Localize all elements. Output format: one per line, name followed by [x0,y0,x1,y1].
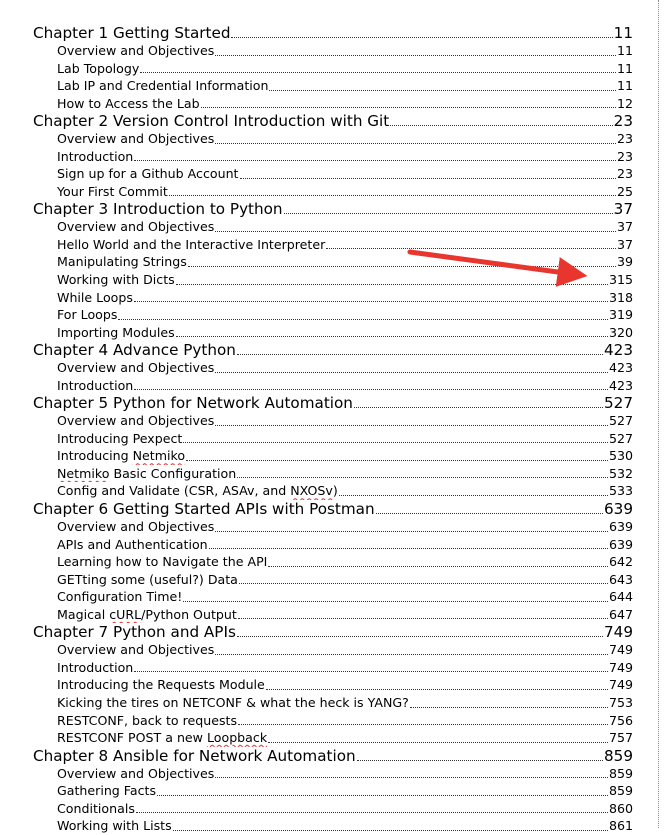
toc-dot-leader [215,143,616,144]
toc-section-entry[interactable] [33,412,633,430]
toc-entry-title: Your First Commit [57,183,168,199]
toc-page-number: 423 [608,360,633,376]
toc-page-number: 749 [608,677,633,693]
toc-dot-leader [237,636,603,637]
toc-page-number: 644 [608,589,633,605]
toc-page-number: 753 [608,694,633,710]
table-of-contents [33,24,633,835]
toc-section-entry[interactable] [33,536,633,554]
toc-page-number: 527 [604,394,633,413]
toc-dot-leader [268,742,608,743]
toc-entry-title: Chapter 6 Getting Started APIs with Postman [33,500,375,519]
toc-section-entry[interactable] [33,218,633,236]
toc-page-number: 11 [613,24,633,42]
toc-page-number: 23 [616,131,633,147]
toc-page-number: 11 [616,43,633,58]
toc-page-number: 318 [608,289,633,305]
toc-page-number: 860 [608,800,633,816]
toc-entry-title: Overview and Objectives [57,642,215,658]
toc-entry-title: GETting some (useful?) Data [57,571,238,587]
toc-section-entry[interactable] [33,271,633,289]
toc-entry-title: Hello World and the Interactive Interpreter [57,236,326,252]
toc-section-entry[interactable] [33,782,633,800]
toc-dot-leader [215,372,608,373]
toc-section-entry[interactable] [33,518,633,536]
toc-section-entry[interactable] [33,148,633,166]
toc-chapter-entry[interactable] [33,24,633,42]
toc-dot-leader [215,231,616,232]
toc-dot-leader [238,618,608,619]
toc-dot-leader [240,178,616,179]
toc-entry-title: Configuration Time! [57,589,183,605]
toc-section-entry[interactable] [33,236,633,254]
toc-entry-title: Overview and Objectives [57,765,215,781]
toc-dot-leader [134,301,608,302]
toc-page-number: 527 [608,430,633,446]
toc-chapter-entry[interactable] [33,623,633,641]
toc-section-entry[interactable] [33,324,633,342]
toc-section-entry[interactable] [33,817,633,835]
toc-dot-leader [118,319,608,320]
toc-page-number: 319 [608,307,633,323]
toc-page-number: 749 [608,659,633,675]
toc-entry-title: APIs and Authentication [57,536,208,552]
toc-dot-leader [268,566,608,567]
toc-entry-title: For Loops [57,307,118,323]
toc-page-number: 749 [608,642,633,658]
toc-section-entry[interactable] [33,447,633,465]
toc-entry-title: Chapter 2 Version Control Introduction with Git [33,112,390,131]
toc-dot-leader [339,495,608,496]
toc-entry-title: While Loops [57,289,133,305]
toc-page-number: 315 [608,272,633,288]
toc-section-entry[interactable] [33,130,633,148]
toc-chapter-entry[interactable] [33,112,633,130]
toc-page-number: 532 [608,465,633,481]
toc-section-entry[interactable] [33,253,633,271]
toc-entry-title: Introduction [57,659,134,675]
toc-dot-leader [269,90,616,91]
toc-entry-title: Chapter 8 Ansible for Network Automation [33,746,356,765]
toc-dot-leader [215,55,616,56]
toc-dot-leader [390,125,612,126]
toc-entry-title: Introducing Netmiko [57,448,186,464]
toc-page-number: 642 [608,554,633,570]
toc-chapter-entry[interactable] [33,341,633,359]
toc-dot-leader [186,460,608,461]
toc-dot-leader [215,425,608,426]
toc-page-number: 861 [608,818,633,834]
toc-dot-leader [183,601,608,602]
toc-dot-leader [238,724,608,725]
toc-section-entry[interactable] [33,553,633,571]
toc-page-number: 11 [616,78,633,94]
toc-entry-title: Chapter 5 Python for Network Automation [33,394,353,413]
toc-dot-leader [215,777,608,778]
toc-dot-leader [169,195,616,196]
toc-dot-leader [237,477,608,478]
toc-dot-leader [284,213,613,214]
toc-page-number: 11 [616,60,633,76]
toc-dot-leader [136,812,608,813]
toc-dot-leader [134,671,608,672]
toc-dot-leader [376,513,603,514]
toc-entry-title: Kicking the tires on NETCONF & what the heck is YANG? [57,694,409,710]
toc-page-number: 320 [608,324,633,340]
toc-entry-title: Working with Dicts [57,272,175,288]
toc-entry-title: Working with Lists [57,818,172,834]
toc-section-entry[interactable] [33,694,633,712]
toc-dot-leader [201,107,616,108]
toc-entry-title: Introduction [57,377,134,393]
toc-section-entry[interactable] [33,800,633,818]
toc-entry-title: Chapter 1 Getting Started [33,24,231,42]
toc-section-entry[interactable] [33,377,633,395]
toc-entry-title: Gathering Facts [57,783,157,799]
toc-entry-title: Lab Topology [57,60,140,76]
toc-entry-title: Importing Modules [57,324,175,340]
toc-entry-title: How to Access the Lab [57,95,200,111]
toc-section-entry[interactable] [33,183,633,201]
toc-entry-title: Chapter 3 Introduction to Python [33,200,283,219]
toc-dot-leader [134,160,616,161]
toc-chapter-entry[interactable] [33,747,633,765]
toc-page-number: 639 [604,500,633,519]
toc-entry-title: Magical cURL/Python Output [57,606,237,622]
toc-dot-leader [157,795,608,796]
toc-dot-leader [183,442,608,443]
toc-entry-title: Learning how to Navigate the API [57,554,268,570]
toc-dot-leader [215,531,608,532]
toc-dot-leader [215,654,608,655]
toc-dot-leader [357,760,603,761]
toc-dot-leader [239,583,608,584]
toc-chapter-entry[interactable] [33,200,633,218]
toc-dot-leader [140,72,616,73]
toc-entry-title: Overview and Objectives [57,219,215,235]
toc-entry-title: Overview and Objectives [57,131,215,147]
toc-page-number: 749 [604,623,633,642]
toc-section-entry[interactable] [33,95,633,113]
toc-dot-leader [176,284,608,285]
toc-dot-leader [209,548,608,549]
toc-page-number: 37 [616,219,633,235]
toc-entry-title: Manipulating Strings [57,254,187,270]
toc-page-number: 533 [608,483,633,499]
toc-page-number: 643 [608,571,633,587]
toc-section-entry[interactable] [33,430,633,448]
toc-page-number: 757 [608,730,633,746]
toc-section-entry[interactable] [33,465,633,483]
toc-page-number: 527 [608,413,633,429]
toc-dot-leader [237,354,603,355]
toc-dot-leader [326,248,616,249]
toc-page-number: 423 [604,341,633,360]
toc-entry-title: Lab IP and Credential Information [57,78,269,94]
toc-page-number: 23 [613,112,633,131]
toc-section-entry[interactable] [33,676,633,694]
toc-section-entry[interactable] [33,606,633,624]
toc-entry-title: RESTCONF POST a new Loopback [57,730,268,746]
toc-entry-title: Chapter 4 Advance Python [33,341,236,360]
toc-section-entry[interactable] [33,712,633,730]
toc-entry-title: Introducing Pexpect [57,430,183,446]
toc-entry-title: Conditionals [57,800,135,816]
toc-page-number: 23 [616,148,633,164]
toc-dot-leader [410,707,608,708]
toc-dot-leader [176,336,608,337]
toc-entry-title: Introduction [57,148,134,164]
toc-section-entry[interactable] [33,641,633,659]
toc-entry-title: Overview and Objectives [57,360,215,376]
toc-section-entry[interactable] [33,77,633,95]
toc-entry-title: Netmiko Basic Configuration [57,465,237,481]
toc-entry-title: RESTCONF, back to requests [57,712,238,728]
toc-section-entry[interactable] [33,359,633,377]
toc-entry-title: Overview and Objectives [57,519,215,535]
toc-entry-title: Chapter 7 Python and APIs [33,623,236,642]
toc-page-number: 37 [613,200,633,219]
toc-page-number: 25 [616,183,633,199]
toc-page-number: 639 [608,519,633,535]
toc-entry-title: Introducing the Requests Module [57,677,265,693]
toc-dot-leader [134,389,608,390]
toc-section-entry[interactable] [33,289,633,307]
toc-section-entry[interactable] [33,588,633,606]
toc-entry-title: Config and Validate (CSR, ASAv, and NXOSv) [57,483,338,499]
toc-page-number: 859 [608,765,633,781]
toc-section-entry[interactable] [33,765,633,783]
toc-section-entry[interactable] [33,42,633,60]
toc-entry-title: Sign up for a Github Account [57,166,239,182]
toc-page-number: 859 [604,746,633,765]
toc-page-number: 647 [608,606,633,622]
toc-section-entry[interactable] [33,482,633,500]
toc-page-number: 859 [608,783,633,799]
toc-page-number: 639 [608,536,633,552]
toc-chapter-entry[interactable] [33,500,633,518]
toc-page-number: 530 [608,448,633,464]
toc-section-entry[interactable] [33,659,633,677]
toc-chapter-entry[interactable] [33,394,633,412]
toc-dot-leader [231,37,612,38]
toc-page-number: 12 [616,95,633,111]
toc-entry-title: Overview and Objectives [57,413,215,429]
toc-page-number: 423 [608,377,633,393]
toc-section-entry[interactable] [33,165,633,183]
toc-section-entry[interactable] [33,729,633,747]
toc-page-number: 756 [608,712,633,728]
toc-dot-leader [188,266,616,267]
toc-section-entry[interactable] [33,571,633,589]
toc-page-number: 37 [616,236,633,252]
toc-section-entry[interactable] [33,60,633,78]
toc-page-number: 23 [616,166,633,182]
toc-page-number: 39 [616,254,633,270]
toc-dot-leader [266,689,608,690]
toc-section-entry[interactable] [33,306,633,324]
toc-entry-title: Overview and Objectives [57,43,215,58]
toc-dot-leader [354,407,603,408]
